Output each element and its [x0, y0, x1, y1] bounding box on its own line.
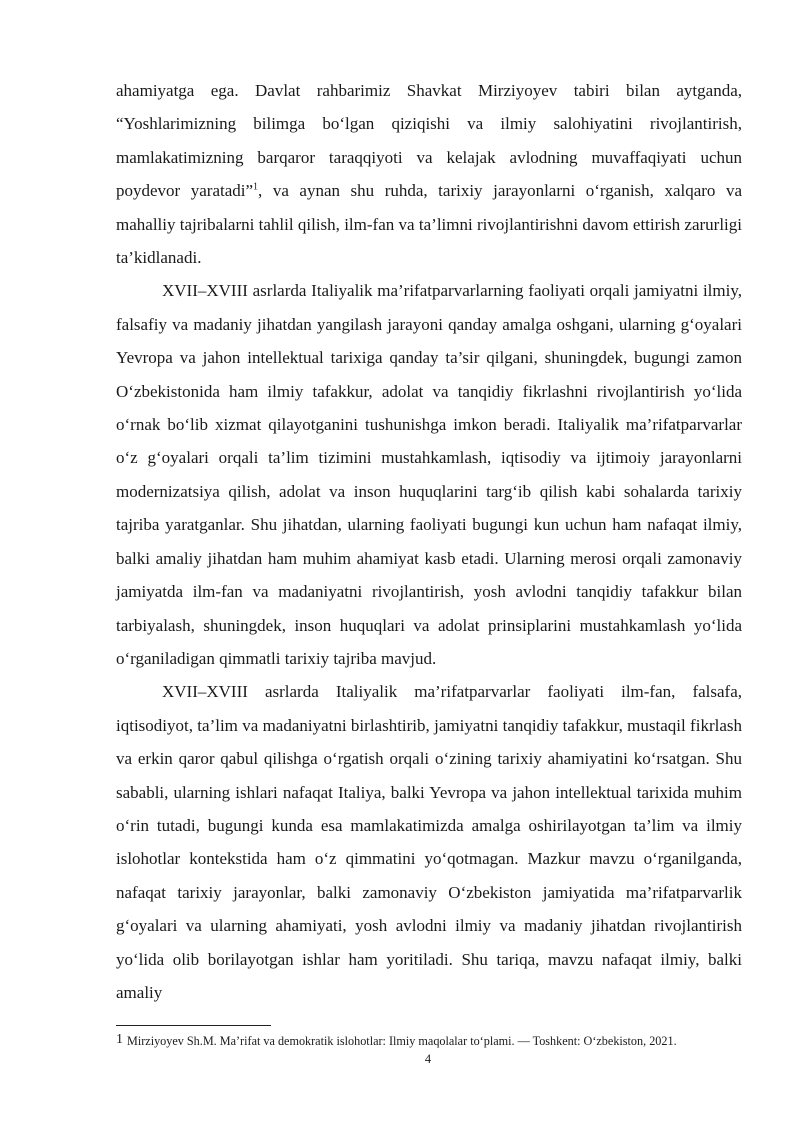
footnote-marker: 1 — [116, 1032, 123, 1047]
paragraph-1-continuation: , va aynan shu ruhda, tarixiy jarayonlarni o‘rganish, xalqaro va mahalliy tajribalarni tahlil qilish, ilm-fan va ta’limni rivojlantirishni davom ettirish zarurligi ta’kidlanadi. — [116, 181, 743, 268]
footnote-divider — [116, 1025, 271, 1026]
paragraph-1-text: ahamiyatga ega. Davlat rahbarimiz Shavkat Mirziyoyev tabiri bilan aytganda, “Yoshlarimizning bilimga bo‘lgan qiziqishi va ilmiy salohiyatini rivojlantirish, mamlakatimizning barqaror taraqqiyoti va kelajak avlodning muvaffaqiyati uchun poydevor yaratadi” — [116, 81, 742, 201]
footnote-reference: 1 — [253, 181, 259, 193]
page-number: 4 — [424, 1052, 432, 1066]
document-body — [116, 74, 742, 1009]
paragraph-3: XVII–XVIII asrlarda Italiyalik ma’rifatparvarlar faoliyati ilm-fan, falsafa, iqtisodiyot, ta’lim va madaniyatni birlashtirib, jamiyatni tanqidiy tafakkur, mustaqil fikrlash va erkin qaror qabul qilishga o‘rgatish orqali o‘zining tarixiy ahamiyatini ko‘rsatgan. Shu sababli, ularning ishlari nafaqat Italiya, balki Yevropa va jahon intellektual tarixida muhim o‘rin tutadi, bugungi kunda esa mamlakatimizda amalga oshirilayotgan ta’lim va ilmiy islohotlar kontekstida ham o‘z qimmatini yo‘qotmagan. Mazkur mavzu o‘rganilganda, nafaqat tarixiy jarayonlar, balki zamonaviy O‘zbekiston jamiyatida ma’rifatparvarlik g‘oyalari va ularning ahamiyati, yosh avlodni ilmiy va madaniy jihatdan rivojlantirish yo‘lida olib borilayotgan ishlar ham yoritiladi. Shu tariqa, mavzu nafaqat ilmiy, balki amaliy — [116, 682, 742, 1002]
paragraph-1 — [116, 74, 742, 274]
paragraph-2: XVII–XVIII asrlarda Italiyalik ma’rifatparvarlarning faoliyati orqali jamiyatni ilmiy, falsafiy va madaniy jihatdan yangilash jarayoni qanday amalga oshgani, ularning g‘oyalari Yevropa va jahon intellektual tarixiga qanday ta’sir qilgani, shuningdek, bugungi zamon O‘zbekistonida ham ilmiy tafakkur, adolat va tanqidiy fikrlashni rivojlantirish yo‘lida o‘rnak bo‘lib xizmat qilayotganini tushunishga imkon beradi. Italiyalik ma’rifatparvarlar o‘z g‘oyalari orqali ta’lim tizimini mustahkamlash, iqtisodiy va ijtimoiy jarayonlarni modernizatsiya qilish, adolat va inson huquqlarini targ‘ib qilish kabi sohalarda tarixiy tajriba yaratganlar. Shu jihatdan, ularning faoliyati bugungi kun uchun ham nafaqat ilmiy, balki amaliy jihatdan ham muhim ahamiyat kasb etadi. Ularning merosi orqali zamonaviy jamiyatda ilm-fan va madaniyatni rivojlantirish, yosh avlodni tanqidiy tafakkur bilan tarbiyalash, shuningdek, inson huquqlari va adolat prinsiplarini mustahkamlash yo‘lida o‘rganiladigan qimmatli tarixiy tajriba mavjud. — [116, 281, 742, 668]
footnote-text: Mirziyoyev Sh.M. Ma’rifat va demokratik islohotlar: Ilmiy maqolalar to‘plami. — Toshkent: O‘zbekiston, 2021. — [127, 1034, 677, 1048]
footnote — [116, 1032, 756, 1049]
